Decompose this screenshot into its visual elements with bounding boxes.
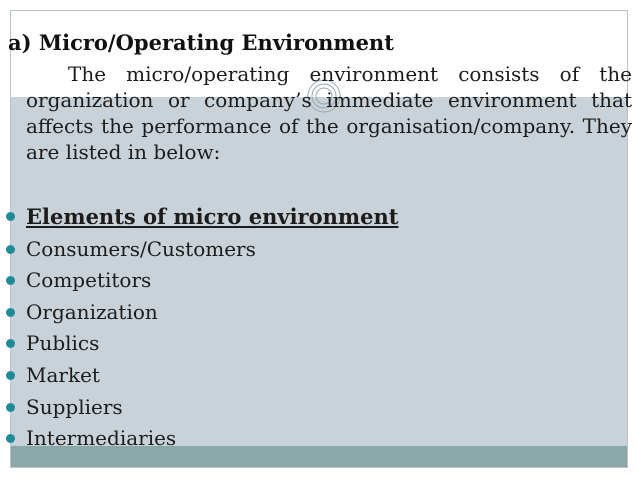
list-item [6,360,398,392]
bullet-dot-icon [6,308,15,317]
bullet-dot-icon [6,371,15,380]
list-item-label: Suppliers [26,394,123,419]
list-item-label: Organization [26,299,158,324]
bullet-dot-icon [6,339,15,348]
list-item [6,423,398,455]
intro-paragraph: The micro/operating environment consists of the organization or company’s immediate environment that affects the performance of the organisation/company. They are listed in below: [26,62,632,164]
list-item-label: Publics [26,331,100,356]
bullet-dot-icon [6,276,15,285]
list-item [6,297,398,329]
list-item-label: Consumers/Customers [26,236,256,261]
list-item-label: Market [26,362,100,387]
list-title-item [6,201,398,234]
list-item [6,265,398,297]
elements-list [6,201,398,455]
list-item-label: Competitors [26,268,152,293]
list-item-label: Intermediaries [26,426,177,451]
bullet-dot-icon [6,403,15,412]
bullet-dot-icon [6,245,15,254]
list-item [6,392,398,424]
list-item [6,234,398,266]
list-item [6,328,398,360]
slide-heading: a) Micro/Operating Environment [8,30,394,55]
bullet-dot-icon [6,434,15,443]
bullet-dot-icon [6,212,15,221]
list-title: Elements of micro environment [26,204,399,229]
